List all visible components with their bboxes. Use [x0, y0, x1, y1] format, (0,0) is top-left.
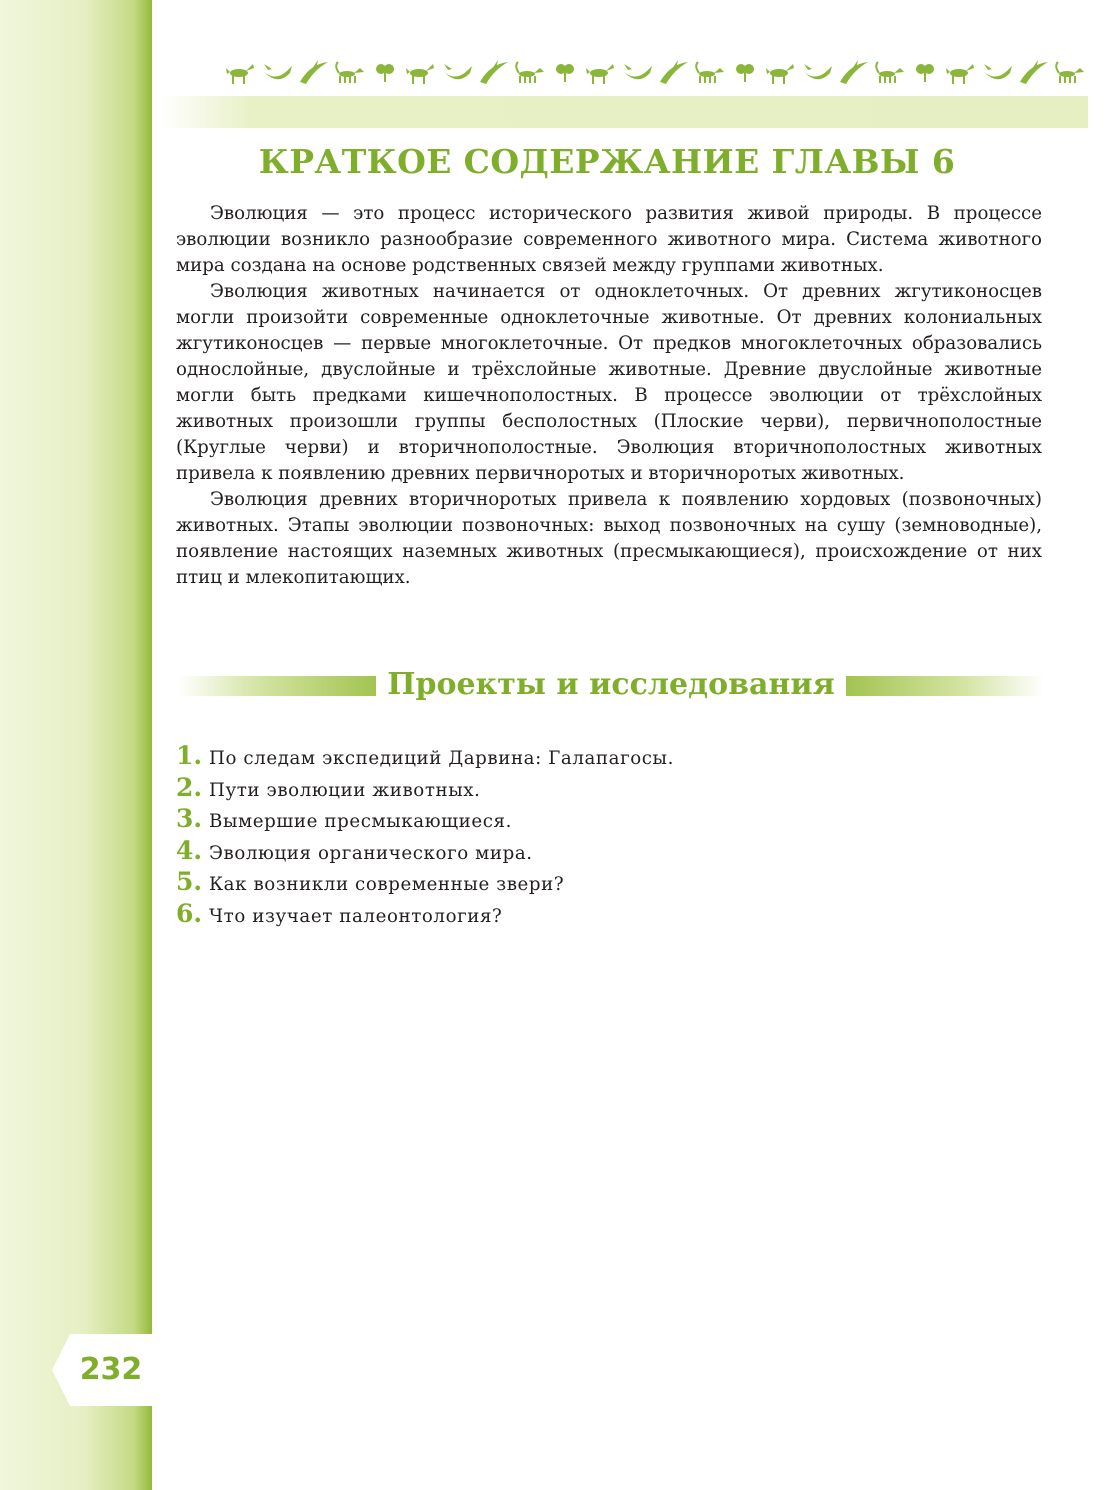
projects-heading-row [178, 664, 1044, 708]
side-decor-band [0, 0, 152, 1490]
project-text: Эволюция органического мира. [209, 842, 533, 864]
project-item [176, 740, 1036, 772]
project-text: По следам экспедиций Дарвина: Галапагосы. [209, 748, 675, 769]
project-item [176, 803, 1036, 835]
project-number: 3. [176, 804, 203, 833]
project-text: Пути эволюции животных. [209, 779, 481, 801]
project-number: 1. [176, 741, 203, 770]
project-item [176, 772, 1036, 804]
project-text: Вымершие пресмыкающиеся. [209, 811, 512, 832]
project-number: 5. [176, 867, 203, 896]
chapter-summary-title: КРАТКОЕ СОДЕРЖАНИЕ ГЛАВЫ 6 [258, 142, 956, 181]
animal-silhouette-strip [226, 56, 1090, 92]
summary-paragraph: Эволюция древних вторичноротых привела к появлению хордовых (позвоночных) животных. Этапы эволюции позвоночных: выход позвоночных на сушу (земноводные), появление настоящих наземных животных (пресмыкающиеся), происхождение от них птиц и млекопитающих. [176, 489, 1042, 588]
project-text: Как возникли современные звери? [209, 874, 565, 895]
summary-paragraph: Эволюция — это процесс исторического развития живой природы. В процессе эволюции возникло разнообразие современного животного мира. Система животного мира создана на основе родственных связей между группами животных. [176, 203, 1042, 276]
project-number: 6. [176, 898, 203, 928]
chapter-summary-text [176, 201, 1042, 591]
summary-paragraph: Эволюция животных начинается от одноклеточных. От древних жгутиконосцев могли произойти современные одноклеточные животные. От древних колониальных жгутиконосцев — первые многоклеточные. От предков многоклеточных образовались однослойные, двуслойные и трёхслойные животные. Древние двуслойные животные могли быть предками кишечнополостных. В процессе эволюции от трёхслойных животных произошли группы бесполостных (Плоские черви), первичнополостные (Круглые черви) и вторичнополостные. Эволюция вторичнополостных животных привела к появлению древних первичноротых и вторичноротых животных. [176, 281, 1042, 484]
page-number: 232 [79, 1352, 143, 1387]
project-item [176, 866, 1036, 898]
project-item [176, 898, 1036, 930]
header-bar [160, 96, 1088, 128]
projects-title: Проекты и исследования [387, 667, 835, 702]
projects-list [176, 740, 1036, 929]
project-number: 4. [176, 835, 203, 865]
project-item [176, 835, 1036, 867]
project-text: Что изучает палеонтология? [209, 905, 503, 927]
project-number: 2. [176, 772, 203, 802]
heading-bar-right [846, 676, 1044, 696]
heading-bar-left [178, 676, 376, 696]
